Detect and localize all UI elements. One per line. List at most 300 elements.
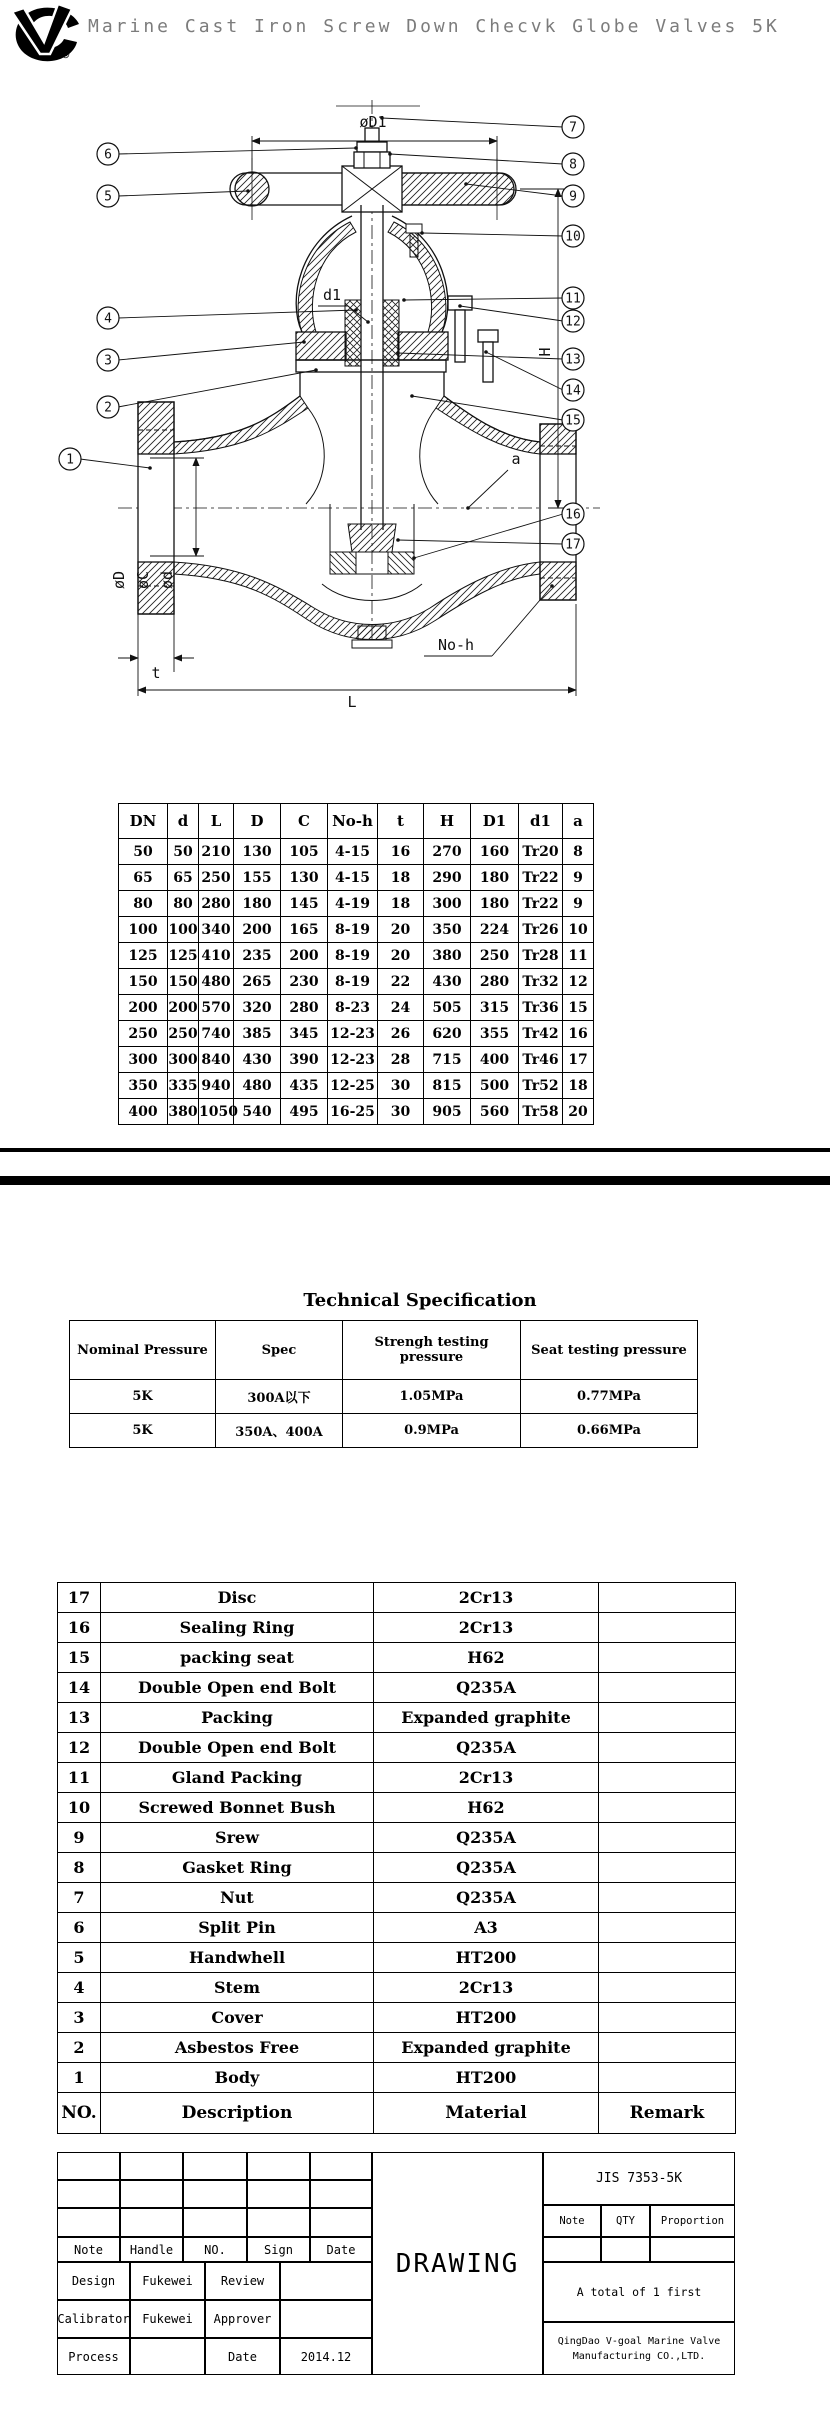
dim-cell: 435 <box>281 1073 328 1099</box>
dim-cell: 20 <box>378 917 424 943</box>
dim-cell: 250 <box>471 943 519 969</box>
parts-cell: 11 <box>58 1763 101 1793</box>
dim-cell: Tr22 <box>519 891 563 917</box>
callout-8: 8 <box>569 157 577 173</box>
dim-cell: 100 <box>119 917 168 943</box>
parts-cell: 4 <box>58 1973 101 2003</box>
dim-cell: 270 <box>424 839 471 865</box>
page-title: Marine Cast Iron Screw Down Checvk Globe Valves 5K <box>88 16 780 37</box>
dim-cell: 150 <box>119 969 168 995</box>
parts-cell: Gland Packing <box>101 1763 374 1793</box>
parts-row <box>58 1943 736 1973</box>
dim-cell: 320 <box>234 995 281 1021</box>
dim-label-a: a <box>511 450 521 468</box>
parts-cell <box>599 2003 736 2033</box>
revision-empty-cell <box>310 2180 372 2208</box>
parts-cell <box>599 1613 736 1643</box>
parts-cell: 10 <box>58 1793 101 1823</box>
dim-cell: L <box>199 804 234 839</box>
dim-cell: 200 <box>168 995 199 1021</box>
dim-cell: 150 <box>168 969 199 995</box>
dim-cell: 430 <box>234 1047 281 1073</box>
parts-row <box>58 1703 736 1733</box>
signoff-cell <box>280 2262 372 2300</box>
dim-cell: Tr42 <box>519 1021 563 1047</box>
dim-cell: 17 <box>563 1047 594 1073</box>
revision-empty-cell <box>57 2180 120 2208</box>
dim-row <box>119 865 594 891</box>
technical-specification-table <box>69 1320 698 1448</box>
revision-empty-cell <box>310 2152 372 2180</box>
dim-cell: 130 <box>281 865 328 891</box>
parts-cell <box>599 1583 736 1613</box>
dim-cell: H <box>424 804 471 839</box>
dim-cell: 4-15 <box>328 865 378 891</box>
dim-cell: 385 <box>234 1021 281 1047</box>
parts-row <box>58 1913 736 1943</box>
dim-cell: 620 <box>424 1021 471 1047</box>
dim-cell: Tr20 <box>519 839 563 865</box>
parts-cell <box>599 1913 736 1943</box>
dim-cell: 250 <box>199 865 234 891</box>
dim-cell: 210 <box>199 839 234 865</box>
parts-cell: H62 <box>374 1643 599 1673</box>
dim-cell: 4-15 <box>328 839 378 865</box>
dim-cell: d <box>168 804 199 839</box>
dim-cell: 26 <box>378 1021 424 1047</box>
dim-cell: 905 <box>424 1099 471 1125</box>
dim-label-oC: øC <box>134 570 152 590</box>
technical-specification-title: Technical Specification <box>303 1290 537 1311</box>
spec-cell: 0.77MPa <box>521 1380 698 1414</box>
signoff-cell <box>130 2338 205 2375</box>
dim-row <box>119 917 594 943</box>
parts-cell: Remark <box>599 2093 736 2134</box>
dim-cell: 280 <box>199 891 234 917</box>
dim-cell: 65 <box>168 865 199 891</box>
dim-cell: 16 <box>563 1021 594 1047</box>
dim-cell: 11 <box>563 943 594 969</box>
parts-row <box>58 1763 736 1793</box>
dim-cell: 200 <box>119 995 168 1021</box>
dim-cell: 280 <box>471 969 519 995</box>
spec-row <box>70 1380 698 1414</box>
valve-geometry <box>118 100 600 648</box>
dim-cell: 8-23 <box>328 995 378 1021</box>
company-line2: Manufacturing CO.,LTD. <box>572 2350 706 2362</box>
dim-cell: 280 <box>281 995 328 1021</box>
revision-empty-cell <box>310 2208 372 2237</box>
parts-cell: 2Cr13 <box>374 1763 599 1793</box>
signoff-cell: Fukewei <box>130 2300 205 2338</box>
callout-14: 14 <box>565 383 581 399</box>
dim-label-H: H <box>536 347 554 357</box>
parts-cell: 17 <box>58 1583 101 1613</box>
dim-cell: 224 <box>471 917 519 943</box>
dim-cell: 400 <box>119 1099 168 1125</box>
dim-label-L: L <box>347 693 357 711</box>
revision-empty-cell <box>57 2208 120 2237</box>
dim-cell: 480 <box>199 969 234 995</box>
approval-header-cell: Note <box>57 2237 120 2262</box>
parts-cell: 2Cr13 <box>374 1613 599 1643</box>
dim-cell: 80 <box>168 891 199 917</box>
parts-cell: Material <box>374 2093 599 2134</box>
callout-5: 5 <box>104 189 112 205</box>
dim-cell: 265 <box>234 969 281 995</box>
dim-cell: 300 <box>424 891 471 917</box>
approval-header-cell: Date <box>310 2237 372 2262</box>
dim-cell: 500 <box>471 1073 519 1099</box>
dim-cell: Tr46 <box>519 1047 563 1073</box>
divider-bar-thick <box>0 1176 830 1185</box>
dim-cell: 50 <box>168 839 199 865</box>
parts-cell: 14 <box>58 1673 101 1703</box>
dim-row <box>119 1047 594 1073</box>
parts-cell: HT200 <box>374 2063 599 2093</box>
dim-row <box>119 1021 594 1047</box>
parts-cell: Packing <box>101 1703 374 1733</box>
parts-cell: Screwed Bonnet Bush <box>101 1793 374 1823</box>
parts-cell: Q235A <box>374 1673 599 1703</box>
dim-label-no-h: No-h <box>437 636 475 654</box>
parts-cell: 2 <box>58 2033 101 2063</box>
dim-cell: Tr26 <box>519 917 563 943</box>
signoff-cell: Design <box>57 2262 130 2300</box>
revision-empty-cell <box>183 2208 247 2237</box>
revision-empty-cell <box>183 2152 247 2180</box>
revision-empty-cell <box>247 2180 310 2208</box>
dim-cell: C <box>281 804 328 839</box>
callout-16: 16 <box>565 507 581 523</box>
dim-cell: 350 <box>119 1073 168 1099</box>
parts-cell: 7 <box>58 1883 101 1913</box>
parts-cell: Stem <box>101 1973 374 2003</box>
parts-cell: NO. <box>58 2093 101 2134</box>
dim-cell: 345 <box>281 1021 328 1047</box>
total-note-cell: A total of 1 first <box>543 2262 735 2322</box>
parts-cell <box>599 1883 736 1913</box>
dimension-lines <box>118 136 576 696</box>
parts-cell: Description <box>101 2093 374 2134</box>
dim-cell: 12-25 <box>328 1073 378 1099</box>
dim-cell: 505 <box>424 995 471 1021</box>
parts-cell: Body <box>101 2063 374 2093</box>
dim-cell: 9 <box>563 865 594 891</box>
dim-cell: 250 <box>168 1021 199 1047</box>
parts-row <box>58 1673 736 1703</box>
dim-cell: 715 <box>424 1047 471 1073</box>
parts-cell: 12 <box>58 1733 101 1763</box>
parts-cell <box>599 1733 736 1763</box>
parts-cell: Q235A <box>374 1733 599 1763</box>
qty-empty-cell <box>543 2237 601 2262</box>
parts-cell: 9 <box>58 1823 101 1853</box>
parts-row <box>58 2063 736 2093</box>
signoff-cell: 2014.12 <box>280 2338 372 2375</box>
signoff-cell: Process <box>57 2338 130 2375</box>
revision-empty-cell <box>57 2152 120 2180</box>
dim-cell: 315 <box>471 995 519 1021</box>
revision-empty-cell <box>120 2180 183 2208</box>
parts-row <box>58 1733 736 1763</box>
parts-cell <box>599 1763 736 1793</box>
qty-empty-cell <box>601 2237 650 2262</box>
standard-cell: JIS 7353-5K <box>543 2152 735 2205</box>
dim-cell: 355 <box>471 1021 519 1047</box>
dim-cell: 65 <box>119 865 168 891</box>
signoff-cell <box>280 2300 372 2338</box>
spec-cell: Spec <box>216 1321 343 1380</box>
parts-cell <box>599 1943 736 1973</box>
dim-cell: 180 <box>234 891 281 917</box>
callout-13: 13 <box>565 352 581 368</box>
spec-cell: 300A以下 <box>216 1380 343 1414</box>
dim-cell: 390 <box>281 1047 328 1073</box>
dim-cell: 12-23 <box>328 1047 378 1073</box>
dim-cell: 940 <box>199 1073 234 1099</box>
dim-cell: 480 <box>234 1073 281 1099</box>
parts-cell: 1 <box>58 2063 101 2093</box>
approval-header-cell: NO. <box>183 2237 247 2262</box>
dim-cell: 22 <box>378 969 424 995</box>
parts-cell: Q235A <box>374 1823 599 1853</box>
parts-cell: Expanded graphite <box>374 1703 599 1733</box>
dim-row <box>119 969 594 995</box>
parts-row <box>58 1583 736 1613</box>
qty-header-qty: QTY <box>601 2205 650 2237</box>
spec-cell: Strengh testing pressure <box>343 1321 521 1380</box>
parts-cell: Disc <box>101 1583 374 1613</box>
dim-cell: Tr32 <box>519 969 563 995</box>
parts-row <box>58 1823 736 1853</box>
parts-cell: Handwhell <box>101 1943 374 1973</box>
dim-cell: 30 <box>378 1099 424 1125</box>
parts-cell: 15 <box>58 1643 101 1673</box>
dim-cell: d1 <box>519 804 563 839</box>
dim-cell: 815 <box>424 1073 471 1099</box>
callout-17: 17 <box>565 537 581 553</box>
callout-10: 10 <box>565 229 581 245</box>
parts-cell: A3 <box>374 1913 599 1943</box>
dim-cell: 28 <box>378 1047 424 1073</box>
parts-cell: Double Open end Bolt <box>101 1733 374 1763</box>
approval-header-cell: Sign <box>247 2237 310 2262</box>
dim-cell: DN <box>119 804 168 839</box>
dim-cell: 180 <box>471 865 519 891</box>
parts-cell: 6 <box>58 1913 101 1943</box>
dim-cell: 250 <box>119 1021 168 1047</box>
parts-cell <box>599 2033 736 2063</box>
dim-row <box>119 839 594 865</box>
dim-cell: 30 <box>378 1073 424 1099</box>
signoff-cell: Fukewei <box>130 2262 205 2300</box>
dim-cell: Tr58 <box>519 1099 563 1125</box>
dim-cell: D <box>234 804 281 839</box>
approval-header-cell: Handle <box>120 2237 183 2262</box>
dim-row <box>119 804 594 839</box>
dim-cell: 130 <box>234 839 281 865</box>
callout-3: 3 <box>104 353 112 369</box>
signoff-cell: Review <box>205 2262 280 2300</box>
spec-cell: 0.66MPa <box>521 1414 698 1448</box>
dim-cell: 570 <box>199 995 234 1021</box>
dim-cell: 1050 <box>199 1099 234 1125</box>
dim-cell: 15 <box>563 995 594 1021</box>
dim-cell: 740 <box>199 1021 234 1047</box>
dim-cell: 540 <box>234 1099 281 1125</box>
parts-cell <box>599 1823 736 1853</box>
parts-cell: packing seat <box>101 1643 374 1673</box>
dim-cell: 340 <box>199 917 234 943</box>
dim-cell: 125 <box>168 943 199 969</box>
parts-cell: Gasket Ring <box>101 1853 374 1883</box>
parts-cell <box>599 1643 736 1673</box>
dim-cell: 12-23 <box>328 1021 378 1047</box>
dim-cell: 560 <box>471 1099 519 1125</box>
callout-7: 7 <box>569 120 577 136</box>
dim-cell: D1 <box>471 804 519 839</box>
dim-cell: Tr22 <box>519 865 563 891</box>
dim-cell: 10 <box>563 917 594 943</box>
revision-empty-cell <box>247 2208 310 2237</box>
parts-cell: H62 <box>374 1793 599 1823</box>
dim-label-od: ød <box>158 570 176 590</box>
parts-cell: Sealing Ring <box>101 1613 374 1643</box>
callout-1: 1 <box>66 452 74 468</box>
dim-cell: 18 <box>563 1073 594 1099</box>
parts-cell <box>599 1973 736 2003</box>
company-cell <box>543 2322 735 2375</box>
parts-cell <box>599 1673 736 1703</box>
dim-row <box>119 891 594 917</box>
dim-cell: 230 <box>281 969 328 995</box>
dimension-table <box>118 803 594 1125</box>
spec-row <box>70 1321 698 1380</box>
parts-row <box>58 1793 736 1823</box>
revision-empty-cell <box>120 2208 183 2237</box>
spec-cell: 0.9MPa <box>343 1414 521 1448</box>
dim-cell: 200 <box>234 917 281 943</box>
parts-cell <box>599 1853 736 1883</box>
parts-row <box>58 2093 736 2134</box>
parts-cell: HT200 <box>374 2003 599 2033</box>
parts-cell <box>599 2063 736 2093</box>
parts-cell: 3 <box>58 2003 101 2033</box>
dim-cell: 380 <box>424 943 471 969</box>
parts-cell: Q235A <box>374 1853 599 1883</box>
parts-cell: Expanded graphite <box>374 2033 599 2063</box>
callout-12: 12 <box>565 314 581 330</box>
dim-cell: 235 <box>234 943 281 969</box>
drawing-label-cell: DRAWING <box>372 2152 543 2375</box>
callout-2: 2 <box>104 400 112 416</box>
dim-cell: 50 <box>119 839 168 865</box>
dim-cell: 125 <box>119 943 168 969</box>
dim-cell: 410 <box>199 943 234 969</box>
dim-cell: Tr36 <box>519 995 563 1021</box>
dim-label-t: t <box>151 664 161 682</box>
dim-cell: 160 <box>471 839 519 865</box>
dim-cell: t <box>378 804 424 839</box>
dim-cell: 200 <box>281 943 328 969</box>
callout-15: 15 <box>565 413 581 429</box>
dim-label-d1: d1 <box>322 286 342 304</box>
dim-row <box>119 943 594 969</box>
parts-cell: Srew <box>101 1823 374 1853</box>
dim-cell: 290 <box>424 865 471 891</box>
parts-row <box>58 1643 736 1673</box>
revision-empty-cell <box>247 2152 310 2180</box>
dim-cell: 335 <box>168 1073 199 1099</box>
revision-empty-cell <box>183 2180 247 2208</box>
dim-cell: 165 <box>281 917 328 943</box>
dim-row <box>119 1073 594 1099</box>
dim-row <box>119 1099 594 1125</box>
spec-cell: 350A、400A <box>216 1414 343 1448</box>
dim-cell: 18 <box>378 891 424 917</box>
spec-cell: 1.05MPa <box>343 1380 521 1414</box>
parts-row <box>58 2033 736 2063</box>
parts-list-table <box>57 1582 736 2134</box>
dim-cell: Tr52 <box>519 1073 563 1099</box>
parts-row <box>58 1973 736 2003</box>
dim-cell: 300 <box>168 1047 199 1073</box>
spec-row <box>70 1414 698 1448</box>
parts-row <box>58 1853 736 1883</box>
dim-cell: 300 <box>119 1047 168 1073</box>
spec-cell: Seat testing pressure <box>521 1321 698 1380</box>
parts-cell <box>599 1793 736 1823</box>
registered-mark: ® <box>62 48 70 62</box>
dim-cell: 8 <box>563 839 594 865</box>
parts-cell: Asbestos Free <box>101 2033 374 2063</box>
dim-cell: Tr28 <box>519 943 563 969</box>
callout-9: 9 <box>569 189 577 205</box>
parts-cell: 2Cr13 <box>374 1973 599 2003</box>
parts-cell: 5 <box>58 1943 101 1973</box>
qty-header-note: Note <box>543 2205 601 2237</box>
revision-empty-cell <box>120 2152 183 2180</box>
parts-row <box>58 1613 736 1643</box>
parts-cell: Cover <box>101 2003 374 2033</box>
dim-cell: 80 <box>119 891 168 917</box>
qty-header-proportion: Proportion <box>650 2205 735 2237</box>
dim-cell: 840 <box>199 1047 234 1073</box>
callout-11: 11 <box>565 291 581 307</box>
dim-cell: 16 <box>378 839 424 865</box>
dim-cell: 350 <box>424 917 471 943</box>
dim-cell: 18 <box>378 865 424 891</box>
parts-cell: Double Open end Bolt <box>101 1673 374 1703</box>
signoff-cell: Calibrator <box>57 2300 130 2338</box>
dim-cell: 12 <box>563 969 594 995</box>
dim-cell: 8-19 <box>328 969 378 995</box>
dim-cell: 180 <box>471 891 519 917</box>
dim-label-oD: øD <box>110 570 128 590</box>
callout-4: 4 <box>104 311 112 327</box>
dim-label-oD1: øD1 <box>359 113 387 131</box>
parts-row <box>58 2003 736 2033</box>
dim-row <box>119 995 594 1021</box>
parts-cell: 2Cr13 <box>374 1583 599 1613</box>
valve-section-drawing <box>0 0 830 760</box>
signoff-cell: Approver <box>205 2300 280 2338</box>
parts-row <box>58 1883 736 1913</box>
company-line1: QingDao V-goal Marine Valve <box>557 2335 721 2347</box>
parts-cell: HT200 <box>374 1943 599 1973</box>
parts-cell <box>599 1703 736 1733</box>
